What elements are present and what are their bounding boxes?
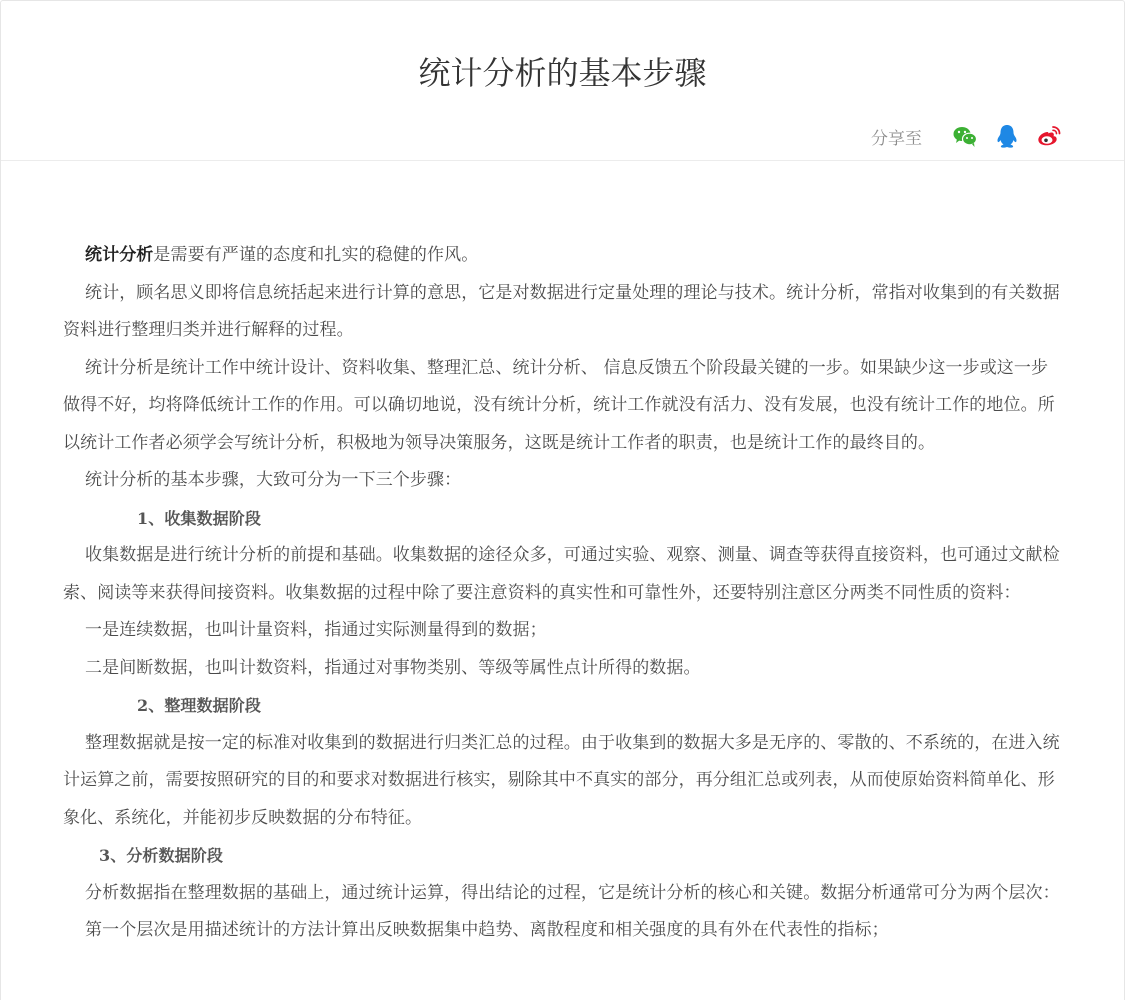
step-heading-2: 2、整理数据阶段 [137,696,261,715]
paragraph: 分析数据指在整理数据的基础上，通过统计运算，得出结论的过程，它是统计分析的核心和关键。数据分析通常可分为两个层次： [85,882,1060,903]
paragraph: 第一个层次是用描述统计的方法计算出反映数据集中趋势、离散程度和相关强度的具有外在代表性的指标； [85,920,889,940]
paragraph: 统计分析是统计工作中统计设计、资料收集、整理汇总、统计分析、 信息反馈五个阶段最关键的一步。如果缺少这一步或这一步做得不好，均将降低统计工作的作用。可以确切地说，没有统计分析，统计工作就没有活力、没有发展，也没有统计工作的地位。所以统计工作者必须学会写统计分析，积极地为领导决策服务，这既是统计工作者的职责，也是统计工作的最终目的。 [63,357,1055,453]
paragraph: 一是连续数据，也叫计量资料，指通过实际测量得到的数据； [85,620,547,640]
article-header [1,1,1124,161]
paragraph: 二是间断数据，也叫计数资料，指通过对事物类别、等级等属性点计所得的数据。 [85,657,701,678]
paragraph: 收集数据是进行统计分析的前提和基础。收集数据的途径众多，可通过实验、观察、测量、调查等获得直接资料，也可通过文献检索、阅读等来获得间接资料。收集数据的过程中除了要注意资料的真实性和可靠性外，还要特别注意区分两类不同性质的资料： [63,545,1060,603]
share-bar [871,121,1062,151]
paragraph: 整理数据就是按一定的标准对收集到的数据进行归类汇总的过程。由于收集到的数据大多是无序的、零散的、不系统的，在进入统计运算之前，需要按照研究的目的和要求对数据进行核实，剔除其中不真实的部分，再分组汇总或列表，从而使原始资料简单化、形象化、系统化，并能初步反映数据的分布特征。 [63,732,1060,828]
bold-keyword: 统计分析 [85,245,154,265]
paragraph [63,237,1063,275]
step-heading-3: 3、分析数据阶段 [99,846,223,865]
paragraph-text: 是需要有严谨的态度和扎实的稳健的作风。 [153,245,479,265]
paragraph: 统计分析的基本步骤，大致可分为一下三个步骤： [85,470,462,490]
qq-icon[interactable] [994,123,1020,149]
wechat-icon[interactable] [952,123,978,149]
share-label: 分享至 [871,128,922,149]
step-heading-1: 1、收集数据阶段 [137,508,261,528]
page-title: 统计分析的基本步骤 [418,54,707,92]
paragraph: 统计，顾名思义即将信息统括起来进行计算的意思，它是对数据进行定量处理的理论与技术。统计分析，常指对收集到的有关数据资料进行整理归类并进行解释的过程。 [63,282,1060,340]
article-body [63,237,1063,950]
weibo-icon[interactable] [1036,123,1062,149]
